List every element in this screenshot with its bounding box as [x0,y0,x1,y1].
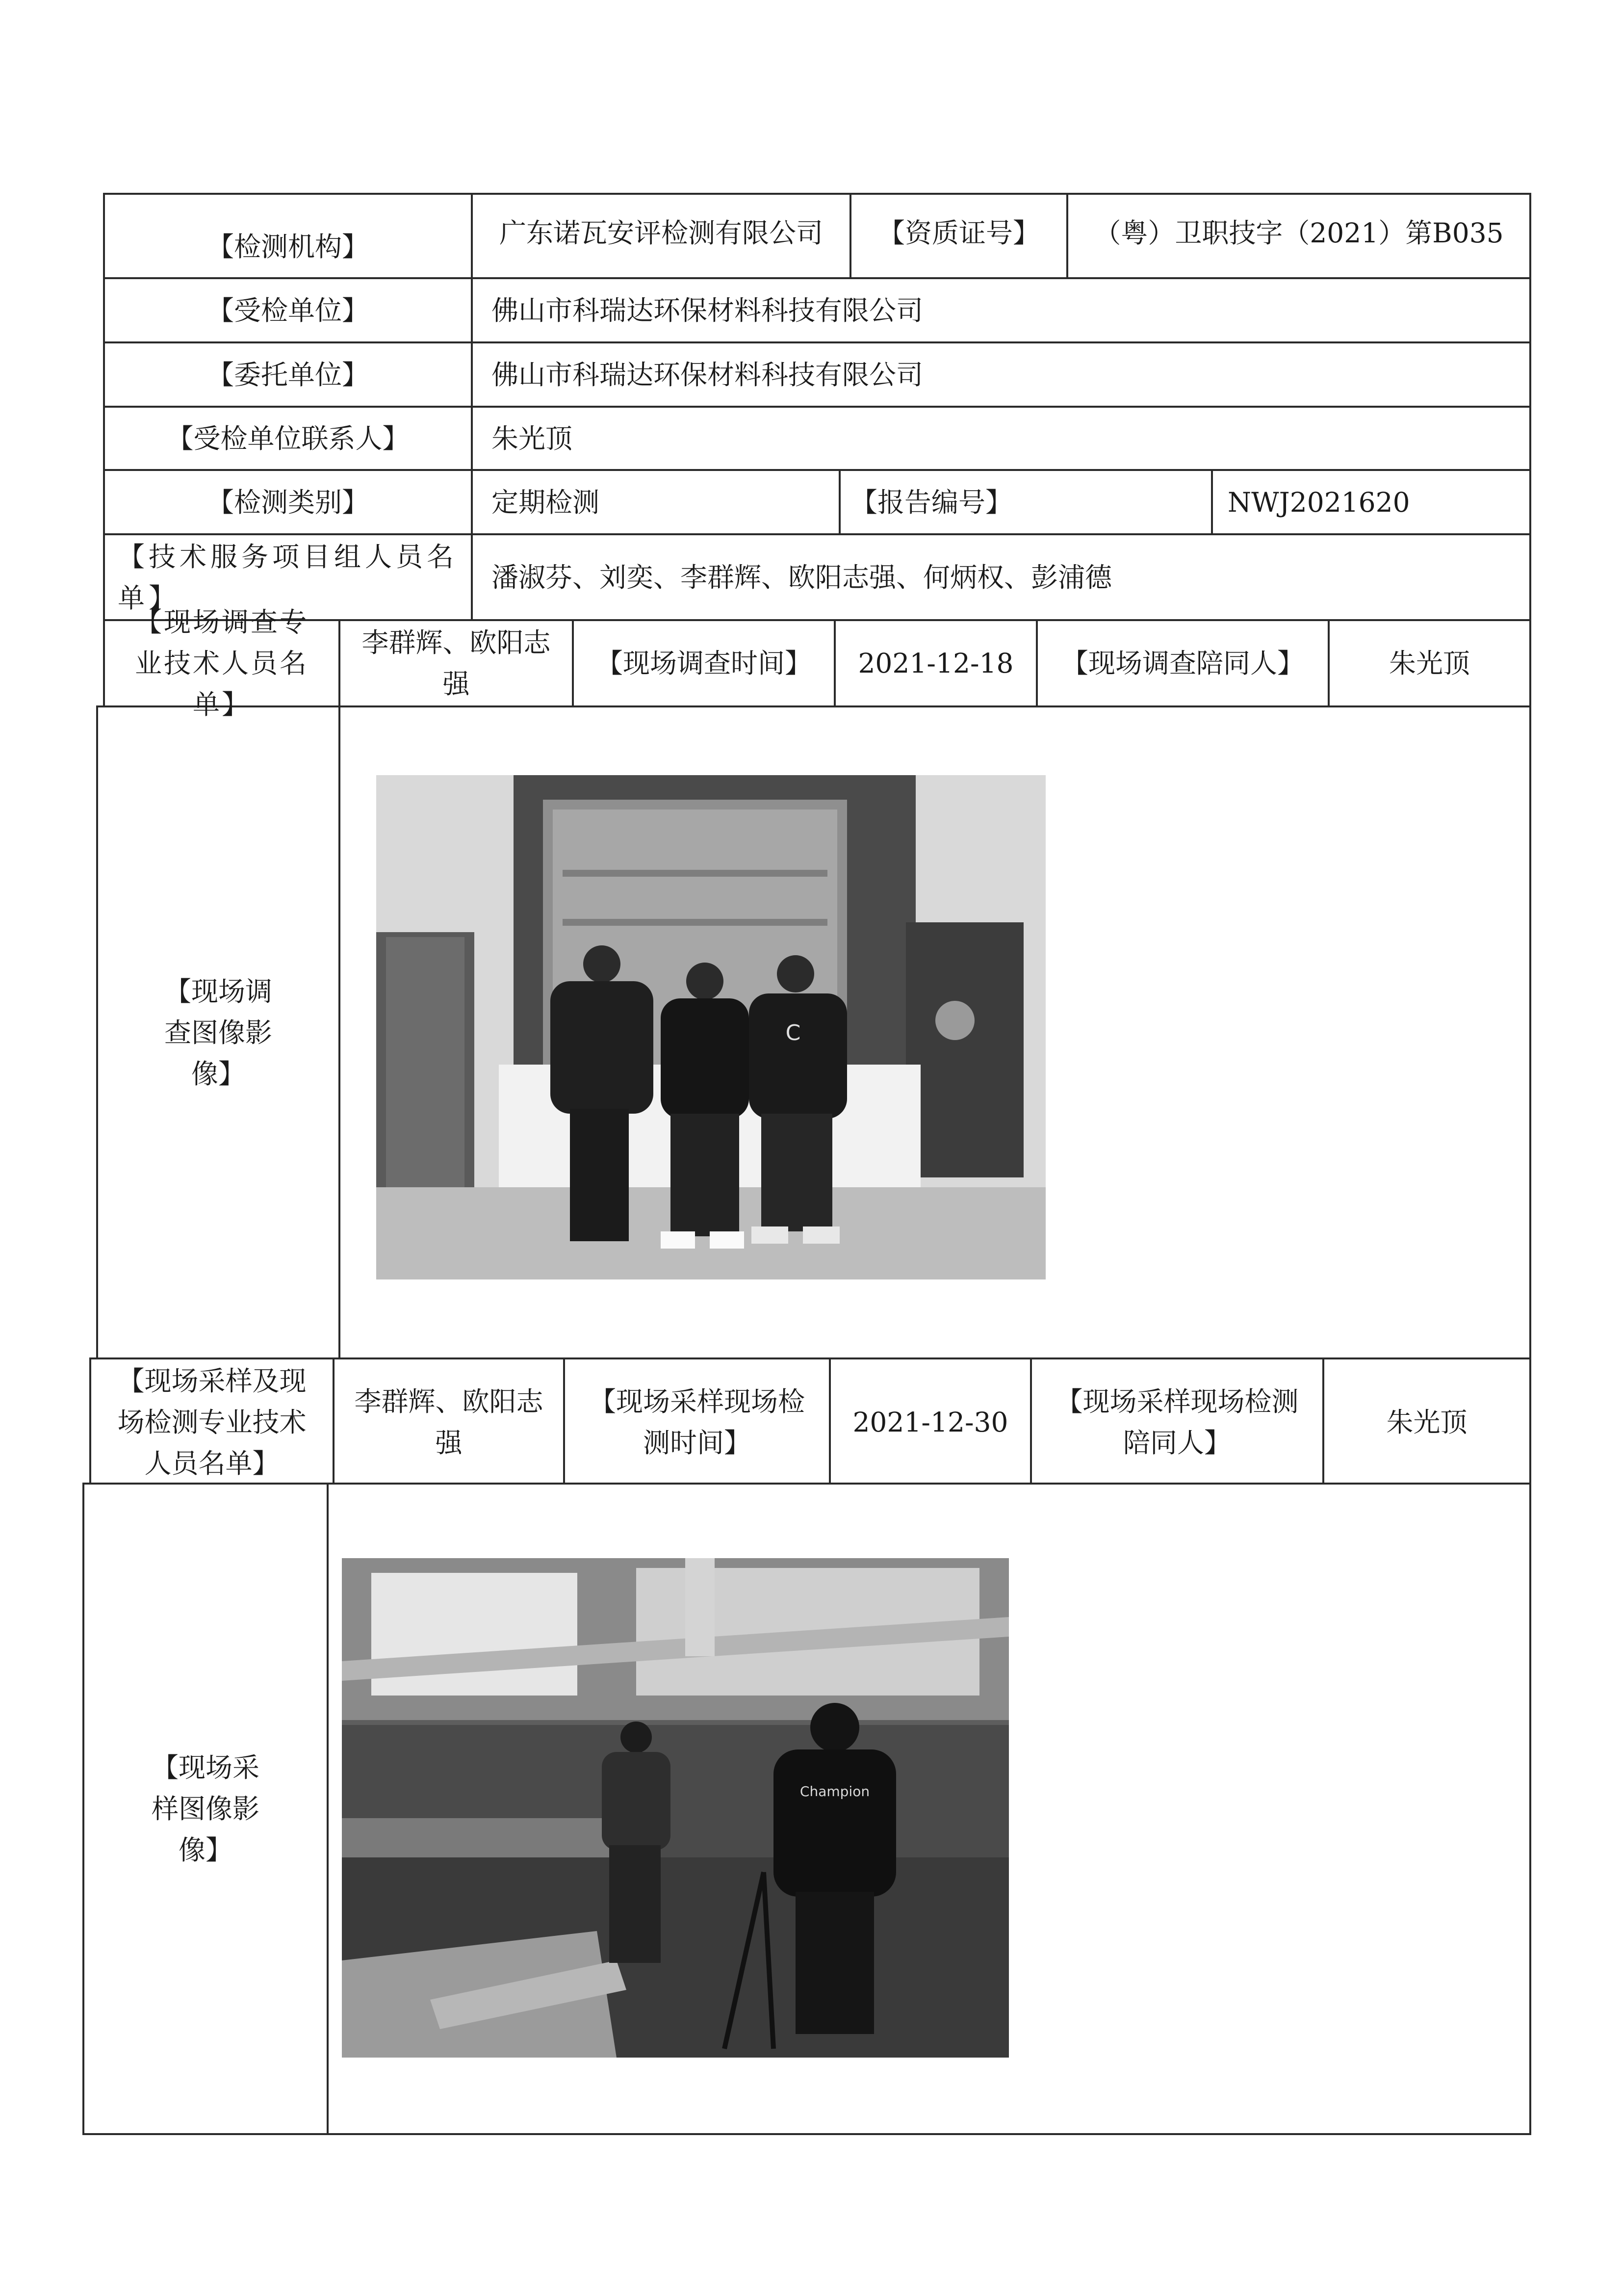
report-value: NWJ2021620 [1228,486,1410,518]
survey-time-label: 【现场调查时间】 [595,648,812,679]
sampling-photo [342,1558,1009,2058]
survey-photo-image [376,775,1046,1279]
cert-label: 【资质证号】 [877,217,1040,249]
survey-photo [376,775,1046,1279]
survey-escort-label: 【现场调查陪同人】 [1061,648,1304,679]
client-label: 【委托单位】 [206,359,369,391]
category-value: 定期检测 [491,486,600,518]
col-divider [327,1483,329,2135]
sampling-photo-image [342,1558,1009,2058]
category-label: 【检测类别】 [206,486,369,518]
inspected-value: 佛山市科瑞达环保材料科技有限公司 [491,294,924,326]
team-value: 潘淑芬、刘奕、李群辉、欧阳志强、何炳权、彭浦德 [491,561,1112,593]
survey-staff-value: 李群辉、欧阳志强 [361,627,551,700]
cert-value: （粤）卫职技字（2021）第B035 [1094,217,1504,249]
jacket-logo: C [785,1020,801,1045]
inspected-label: 【受检单位】 [206,294,369,326]
sampling-time-label: 【现场采样现场检测时间】 [589,1385,805,1459]
contact-label: 【受检单位联系人】 [166,422,410,454]
sampling-staff-value: 李群辉、欧阳志强 [354,1385,543,1459]
col-divider [338,705,340,1359]
contact-value: 朱光顶 [491,422,573,454]
survey-image-label: 【现场调查图像影像】 [164,975,272,1090]
sampling-time-value: 2021-12-30 [852,1406,1008,1438]
hoodie-logo: Champion [799,1783,870,1800]
report-label: 【报告编号】 [850,486,1013,518]
team-label: 【技术服务项目组人员名单】 [118,541,458,614]
org-value: 广东诺瓦安评检测有限公司 [499,217,823,249]
survey-escort-value: 朱光顶 [1389,648,1470,679]
sampling-escort-label: 【现场采样现场检测陪同人】 [1056,1385,1299,1459]
client-value: 佛山市科瑞达环保材料科技有限公司 [491,359,924,391]
survey-time-value: 2021-12-18 [858,648,1014,679]
org-label: 【检测机构】 [206,231,369,262]
sampling-escort-value: 朱光顶 [1386,1406,1468,1438]
survey-staff-label: 【现场调查专业技术人员名单】 [134,606,309,720]
sampling-staff-label: 【现场采样及现场检测专业技术人员名单】 [117,1365,307,1479]
sampling-image-label: 【现场采样图像影像】 [151,1752,259,1866]
